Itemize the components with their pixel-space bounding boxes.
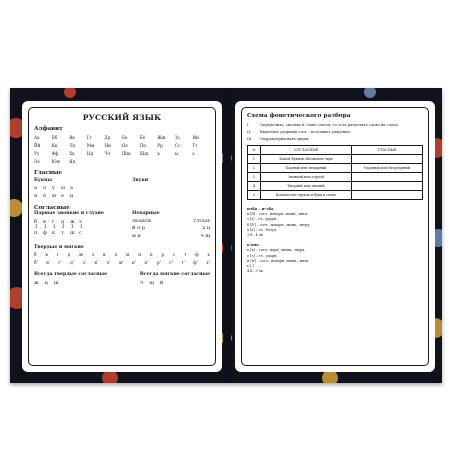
vowels-row-2: [34, 193, 79, 199]
hard-letter: з: [91, 253, 95, 258]
voiceless-letter: п: [34, 230, 38, 236]
example-2-lines: [247, 248, 423, 269]
row-number: 4: [248, 182, 261, 191]
alphabet-heading: Алфавит: [34, 126, 63, 132]
example-1-word: изба – и-зба: [247, 206, 274, 211]
left-page: [22, 101, 222, 372]
unpaired-voiced-row-1: й л р: [132, 225, 145, 231]
alphabet-letter: Ии: [192, 135, 199, 140]
row-vowel: Ударный или безударный: [351, 164, 422, 173]
alphabet-letter: Рр: [157, 143, 163, 148]
alphabet-letter: Сс: [174, 143, 181, 148]
alphabet-letter: Щщ: [139, 151, 149, 156]
hard-letter: в: [45, 253, 48, 258]
soft-letter: г': [58, 261, 62, 266]
voiceless-letter: к: [52, 230, 56, 236]
soft-letter: в': [46, 261, 50, 266]
alphabet-letter: Аа: [34, 135, 40, 140]
alphabet-letter: Бб: [51, 135, 58, 140]
table-row: [248, 164, 423, 173]
unpaired-voiced-row-2: м н: [132, 233, 141, 239]
row-number: 3: [248, 173, 261, 182]
left-title: РУССКИЙ ЯЗЫК: [82, 113, 162, 122]
example-2-line: о [о] – гл., ударн.: [247, 253, 278, 258]
soft-letter: х': [206, 261, 210, 266]
vowels-section: [34, 170, 210, 199]
step-text: Охарактеризовать звуки:: [260, 137, 310, 141]
consonants-heading: Согласные: [34, 205, 70, 211]
hard-letter: р: [161, 253, 165, 258]
alphabet-letter: Жж: [157, 135, 166, 140]
alphabet-letter: Кк: [51, 143, 58, 148]
hard-letter: с: [172, 253, 176, 258]
hard-letter: д: [67, 253, 71, 258]
alphabet-grid: [34, 135, 210, 164]
unpaired-voiceless-label: ГЛУХИЕ: [193, 219, 210, 223]
table-header-num: №: [248, 146, 261, 155]
soft-letter: н': [131, 261, 137, 266]
soft-letter: п': [144, 261, 149, 266]
step-item: [247, 123, 423, 128]
always-soft-letter: щ: [149, 280, 154, 286]
always-soft-row: [140, 280, 210, 286]
soft-letter: л': [106, 261, 111, 266]
hard-row: [34, 253, 210, 258]
soft-letter: т': [181, 261, 185, 266]
table-row: [248, 191, 423, 200]
table-row: [248, 155, 423, 164]
soft-letter: р': [156, 261, 161, 266]
row-vowel: [351, 191, 422, 200]
hard-letter: т: [184, 253, 187, 258]
alphabet-letter: ь: [192, 151, 195, 156]
voiced-letter: ж: [70, 219, 75, 225]
voiced-letter: д: [61, 219, 65, 225]
sounds-heading: Звуки: [132, 178, 149, 183]
phonetic-table: [247, 145, 423, 200]
alphabet-letter: Зз: [174, 135, 180, 140]
alphabet-letter: Цц: [86, 151, 94, 156]
voiceless-row: [34, 230, 104, 236]
alphabet-letter: ъ: [157, 151, 160, 156]
hard-soft-heading: Твердые и мягкие: [34, 245, 84, 250]
soft-letter: з': [82, 261, 86, 266]
example-1: [247, 206, 423, 238]
alphabet-letter: Лл: [69, 143, 76, 148]
always-soft-letter: й: [159, 280, 164, 286]
vowel-letter: я: [34, 193, 38, 199]
vowel-letter: е: [61, 193, 64, 199]
always-hard-letter: ж: [34, 280, 39, 286]
hard-letter: к: [102, 253, 106, 258]
example-2-line: ь [–]: [247, 264, 255, 269]
hard-letter: л: [114, 253, 118, 258]
voiceless-letter: ф: [43, 230, 47, 236]
always-section: [34, 272, 210, 286]
vowel-letter: ё: [43, 193, 46, 199]
always-hard-row: [34, 280, 107, 286]
example-1-line: и [б] – согл., непарн. звонк., мягк.: [247, 212, 309, 217]
row-number: 2: [248, 164, 261, 173]
soft-letter: б': [34, 261, 38, 266]
right-page-content: [247, 111, 423, 362]
row-number: 5: [248, 191, 261, 200]
row-consonant: Парный или непарный: [261, 164, 352, 173]
row-consonant: Звонкий или глухой: [261, 173, 352, 182]
left-page-content: [34, 111, 210, 362]
row-consonant: Количество звуков и букв в слове: [261, 191, 352, 200]
alphabet-letter: Ее: [122, 135, 128, 140]
row-consonant: Какой буквой обозначен звук: [261, 155, 352, 164]
right-page: [235, 101, 435, 372]
row-vowel: [351, 182, 422, 191]
hard-letter: б: [34, 253, 37, 258]
table-row: [248, 173, 423, 182]
right-title: Схема фонетического разбора: [247, 113, 351, 119]
vowel-letter: о: [43, 185, 47, 191]
hard-letter: м: [125, 253, 130, 258]
example-1-line: а [а] – гл., безуд.: [247, 227, 277, 232]
book-spine: [223, 88, 231, 383]
hard-letter: х: [207, 253, 210, 258]
hard-letter: п: [149, 253, 153, 258]
book-cover: [10, 88, 442, 383]
voiced-letter: б: [34, 219, 38, 225]
hard-letter: н: [138, 253, 141, 258]
example-2-word: к'онь: [247, 242, 259, 248]
voiceless-letter: ш: [70, 230, 75, 236]
unpaired-voiceless-row-2: ч щ: [200, 233, 210, 239]
example-1-total: 3 б., 4 зв.: [247, 233, 264, 238]
vowel-letter: у: [52, 185, 55, 191]
alphabet-letter: Нн: [104, 143, 111, 148]
step-number: II.: [247, 130, 252, 134]
example-2-line: к [к] – согл., парн. звонк., тверд.: [247, 248, 306, 253]
alphabet-letter: Оо: [122, 143, 128, 148]
example-2-total: 4 б., 3 зв.: [247, 269, 264, 274]
alphabet-letter: Чч: [104, 151, 111, 156]
alphabet-letter: Фф: [51, 151, 59, 156]
voiceless-letter: с: [79, 230, 82, 236]
soft-letter: д': [70, 261, 75, 266]
alphabet-letter: Шш: [122, 151, 131, 156]
alphabet-letter: Уу: [34, 151, 40, 156]
alphabet-letter: Гг: [86, 135, 92, 140]
alphabet-letter: Юю: [51, 159, 61, 164]
hard-letter: г: [56, 253, 59, 258]
example-1-line: з [з] – гл., ударн.: [247, 217, 278, 222]
alphabet-letter: Тт: [192, 143, 198, 148]
table-header-vowels: ГЛАСНЫЕ: [351, 146, 422, 155]
alphabet-letter: Хх: [69, 151, 75, 156]
row-vowel: [351, 155, 422, 164]
voiced-letter: з: [79, 219, 82, 225]
always-soft-letter: ч: [139, 280, 144, 286]
vowel-letter: а: [34, 185, 37, 191]
soft-letter: с': [169, 261, 173, 266]
alphabet-letter: Ээ: [34, 159, 40, 164]
example-2: [247, 242, 423, 274]
voiced-letter: в: [43, 219, 46, 225]
step-text: Определить, сколько в слове слогов, то есть разделить слово на слоги.: [260, 123, 399, 127]
always-hard-heading: Всегда твердые согласные: [34, 272, 107, 277]
vowel-letter: э: [70, 185, 73, 191]
vowel-letter: и: [70, 193, 74, 199]
alphabet-letter: Вв: [69, 135, 75, 140]
hard-letter: ф: [195, 253, 199, 258]
vowels-row-1: [34, 185, 79, 191]
steps-list: [247, 123, 423, 142]
unpaired-voiced-label: ЗВОНКИЕ: [132, 219, 152, 223]
example-1-lines: [247, 212, 423, 233]
paired-heading: Парные звонкие и глухие: [34, 211, 104, 216]
soft-letter: м': [118, 261, 124, 266]
alphabet-letter: Пп: [139, 143, 147, 148]
alphabet-letter: ы: [174, 151, 179, 156]
consonants-section: [34, 211, 210, 239]
example-2-line: н [н'] – согл., непарн. звонк., мягк.: [247, 258, 310, 263]
soft-row: [34, 261, 210, 266]
vowels-heading: Гласные: [34, 170, 63, 176]
example-1-line: б [б'] – согл., непарн. звонк., тверд.: [247, 222, 311, 227]
soft-letter: ф': [193, 261, 198, 266]
alphabet-letter: Ёё: [139, 135, 146, 140]
alphabet-letter: Йй: [34, 143, 41, 148]
step-number: III.: [247, 137, 253, 141]
voiceless-letter: т: [61, 230, 64, 236]
unpaired-voiceless-row-1: х ц: [202, 225, 210, 231]
letters-heading: Буквы: [34, 178, 52, 183]
step-item: [247, 130, 423, 135]
unpaired-heading: Непарные: [132, 211, 160, 216]
alphabet-letter: Яя: [69, 159, 76, 164]
always-soft-heading: Всегда мягкие согласные: [139, 272, 210, 277]
always-hard-letter: ш: [53, 280, 59, 286]
step-text: Выделить ударный слог – поставить ударение.: [260, 130, 352, 134]
row-vowel: [351, 173, 422, 182]
alphabet-letter: Дд: [104, 135, 111, 140]
step-item: [247, 137, 423, 142]
always-hard-letter: ц: [44, 280, 48, 286]
hard-letter: ж: [79, 253, 84, 258]
vowel-letter: ю: [52, 193, 57, 199]
arrows-row: ↕ ↕ ↕ ↕ ↕ ↕: [34, 224, 84, 230]
row-number: 1: [248, 155, 261, 164]
table-row: [248, 182, 423, 191]
row-consonant: Твердый или мягкий: [261, 182, 352, 191]
voiced-letter: г: [52, 219, 55, 225]
alphabet-letter: Мм: [86, 143, 95, 148]
step-number: I.: [247, 123, 250, 127]
table-header-consonants: СОГЛАСНЫЕ: [261, 146, 352, 155]
soft-letter: к': [94, 261, 99, 266]
vowel-letter: ы: [61, 185, 65, 191]
